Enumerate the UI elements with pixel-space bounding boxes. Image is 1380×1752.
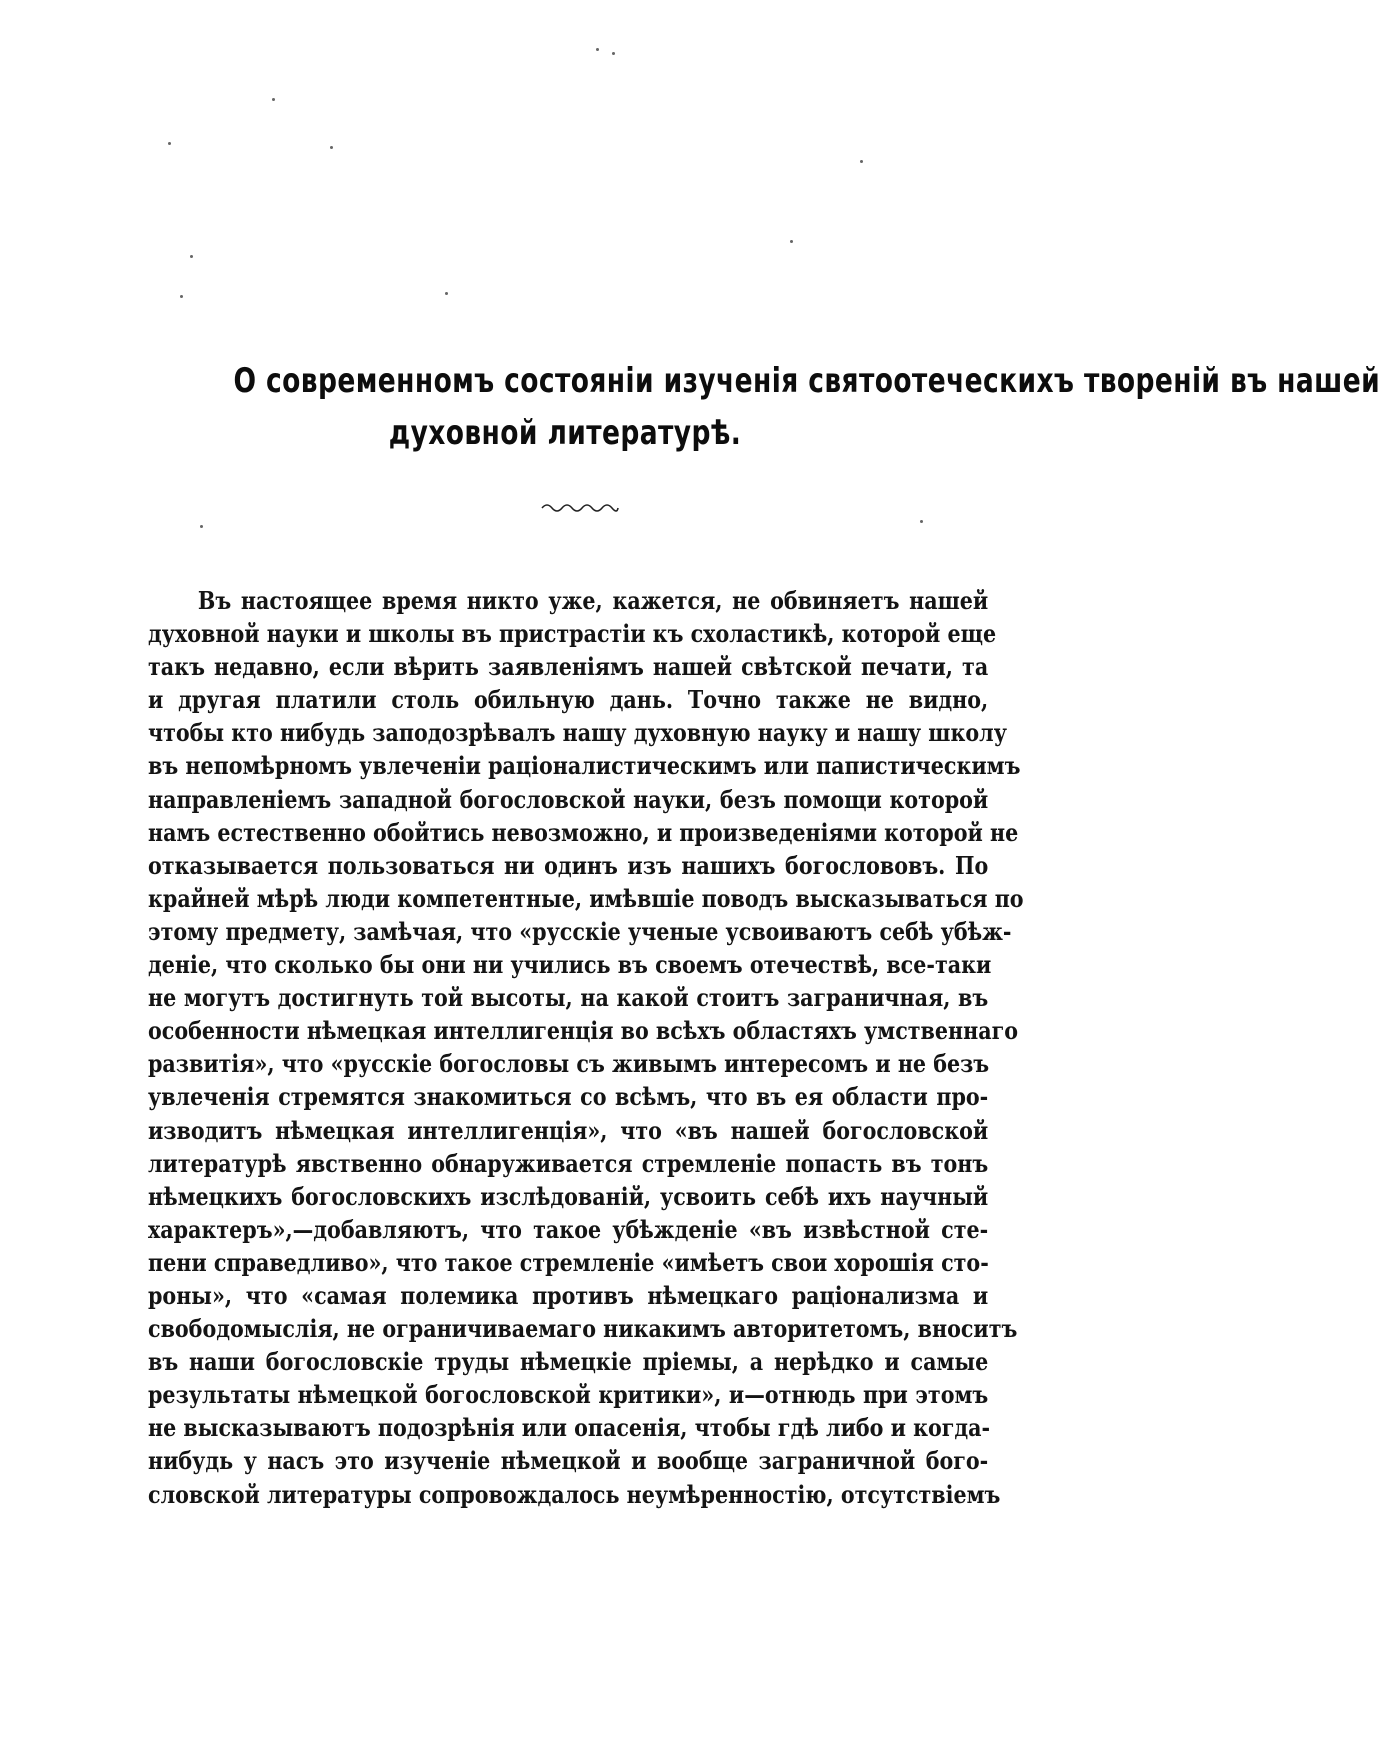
text-line: свободомыслiя, не ограничиваемаго никакимъ авторитетомъ, вноситъ: [148, 1314, 1018, 1344]
body-paragraph: [148, 584, 1024, 1511]
text-line: увлеченiя стремятся знакомиться со всѣмъ, что въ ея области про-: [148, 1082, 989, 1112]
text-line: литературѣ явственно обнаруживается стремленiе попасть въ тонъ: [148, 1148, 989, 1178]
text-line: Въ настоящее время никто уже, кажется, не обвиняетъ нашей: [197, 586, 989, 615]
text-line: особенности нѣмецкая интеллигенцiя во всѣхъ областяхъ умственнаго: [148, 1016, 1019, 1046]
text-line: такъ недавно, если вѣрить заявленiямъ нашей свѣтской печати, та: [148, 652, 989, 682]
text-line: денiе, что сколько бы они ни учились въ своемъ отечествѣ, все-таки: [148, 950, 992, 980]
text-line: характеръ»,—добавляютъ, что такое убѣжденiе «въ извѣстной сте-: [148, 1214, 989, 1244]
text-line: результаты нѣмецкой богословской критики», и—отнюдь при этомъ: [148, 1380, 989, 1410]
text-line: пени справедливо», что такое стремленiе «имѣетъ свои хорошiя сто-: [148, 1247, 989, 1277]
text-line: и другая платили столь обильную дань. Точно также не видно,: [148, 685, 989, 715]
text-line: нибудь у насъ это изученiе нѣмецкой и вообще заграничной бого-: [148, 1446, 989, 1476]
text-line: намъ естественно обойтись невозможно, и произведенiями которой не: [148, 817, 1019, 847]
scan-speck: [168, 142, 171, 145]
text-line: въ непомѣрномъ увлеченiи рацiоналистическимъ или папистическимъ: [148, 751, 1021, 781]
scan-speck: [190, 255, 193, 258]
article-title: [140, 355, 1380, 459]
text-line: духовной науки и школы въ пристрастiи къ схоластикѣ, которой еще: [148, 619, 997, 649]
scan-speck: [180, 295, 183, 298]
text-line: словской литературы сопровождалось неумѣренностiю, отсутствiемъ: [148, 1479, 1001, 1509]
title-line: духовной литературѣ.: [388, 413, 742, 453]
text-line: этому предмету, замѣчая, что «русскiе ученые усвоиваютъ себѣ убѣж-: [148, 916, 1012, 946]
text-line: крайней мѣрѣ люди компетентные, имѣвшiе поводъ высказываться по: [148, 883, 1024, 913]
scan-speck: [272, 98, 275, 101]
scan-speck: [596, 48, 599, 51]
wave-ornament-icon: [540, 500, 620, 516]
scan-speck: [330, 146, 333, 149]
text-line: отказывается пользоваться ни одинъ изъ нашихъ богослововъ. По: [148, 850, 989, 880]
text-line: роны», что «самая полемика противъ нѣмецкаго рацiонализма и: [148, 1280, 989, 1310]
text-line: не могутъ достигнуть той высоты, на какой стоитъ заграничная, въ: [148, 983, 989, 1013]
text-line: изводитъ нѣмецкая интеллигенцiя», что «въ нашей богословской: [148, 1115, 989, 1145]
title-line: О современномъ состоянiи изученiя святоотеческихъ творенiй въ нашей: [233, 361, 1380, 401]
scan-speck: [860, 160, 863, 163]
scan-speck: [790, 240, 793, 243]
scan-speck: [200, 525, 203, 528]
scan-speck: [445, 292, 448, 295]
scan-speck: [612, 52, 615, 55]
text-line: направленiемъ западной богословской науки, безъ помощи которой: [148, 784, 989, 814]
text-line: не высказываютъ подозрѣнiя или опасенiя, чтобы гдѣ либо и когда-: [148, 1413, 991, 1443]
text-line: развитiя», что «русскiе богословы съ живымъ интересомъ и не безъ: [148, 1049, 990, 1079]
text-line: чтобы кто нибудь заподозрѣвалъ нашу духовную науку и нашу школу: [148, 718, 1007, 748]
text-line: въ наши богословскiе труды нѣмецкiе прiемы, а нерѣдко и самые: [148, 1347, 989, 1377]
scan-speck: [920, 520, 923, 523]
text-line: нѣмецкихъ богословскихъ изслѣдованiй, усвоить себѣ ихъ научный: [148, 1181, 989, 1211]
